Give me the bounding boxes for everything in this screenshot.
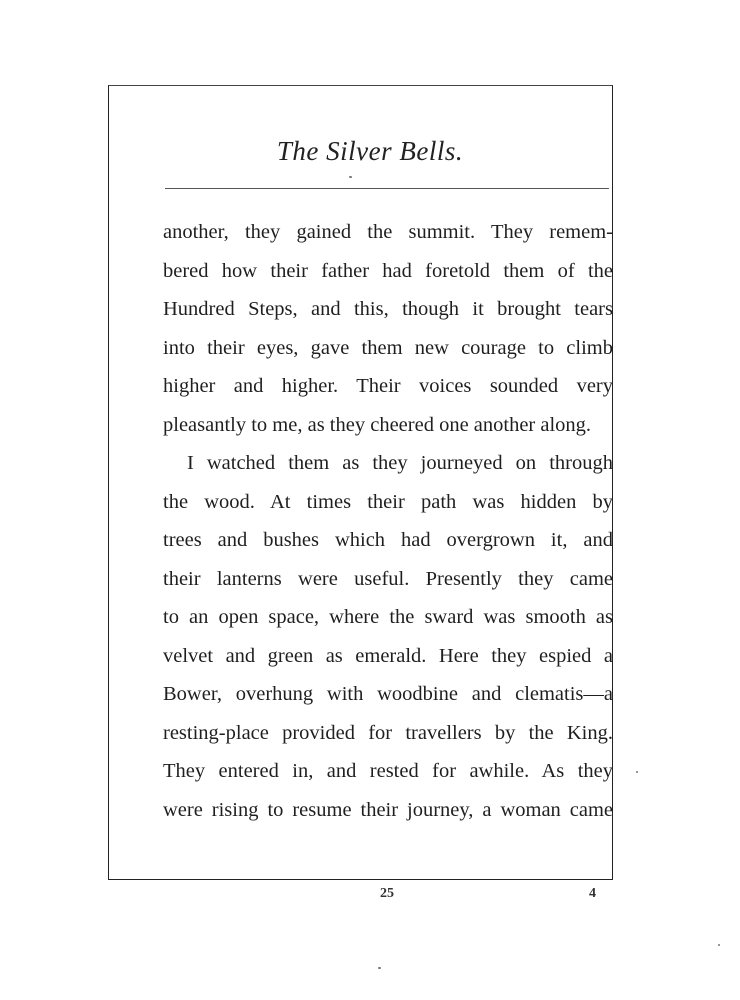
text-line: They entered in, and rested for awhile. As they [163, 760, 613, 782]
body-text [163, 213, 613, 829]
text-line: higher and higher. Their voices sounded very [163, 375, 613, 397]
ink-speck [718, 944, 720, 946]
text-line: were rising to resume their journey, a woman came [163, 798, 613, 821]
text-line: trees and bushes which had overgrown it, and [163, 529, 613, 551]
paragraph-first-line: I watched them as they journeyed on through [187, 452, 613, 474]
ink-speck [636, 771, 638, 773]
text-line: resting-place provided for travellers by the King. [163, 721, 613, 744]
page-title: The Silver Bells. [276, 136, 464, 166]
page-number: 25 [380, 886, 394, 901]
text-line: Bower, overhung with woodbine and clematis—a [163, 683, 613, 705]
text-line: the wood. At times their path was hidden by [163, 490, 613, 513]
text-line: their lanterns were useful. Presently they came [163, 567, 613, 590]
title-divider [165, 188, 609, 189]
text-line: velvet and green as emerald. Here they espied a [163, 644, 613, 667]
text-line: to an open space, where the sward was smooth as [163, 606, 613, 628]
text-line: into their eyes, gave them new courage to climb [163, 336, 613, 359]
text-line: Hundred Steps, and this, though it brought tears [163, 298, 613, 320]
text-line: another, they gained the summit. They remem- [163, 221, 613, 243]
text-line: bered how their father had foretold them of the [163, 259, 613, 282]
ink-speck [378, 967, 381, 969]
text-line: pleasantly to me, as they cheered one another along. [163, 413, 592, 436]
ink-speck [349, 176, 352, 178]
signature-mark: 4 [589, 886, 596, 901]
